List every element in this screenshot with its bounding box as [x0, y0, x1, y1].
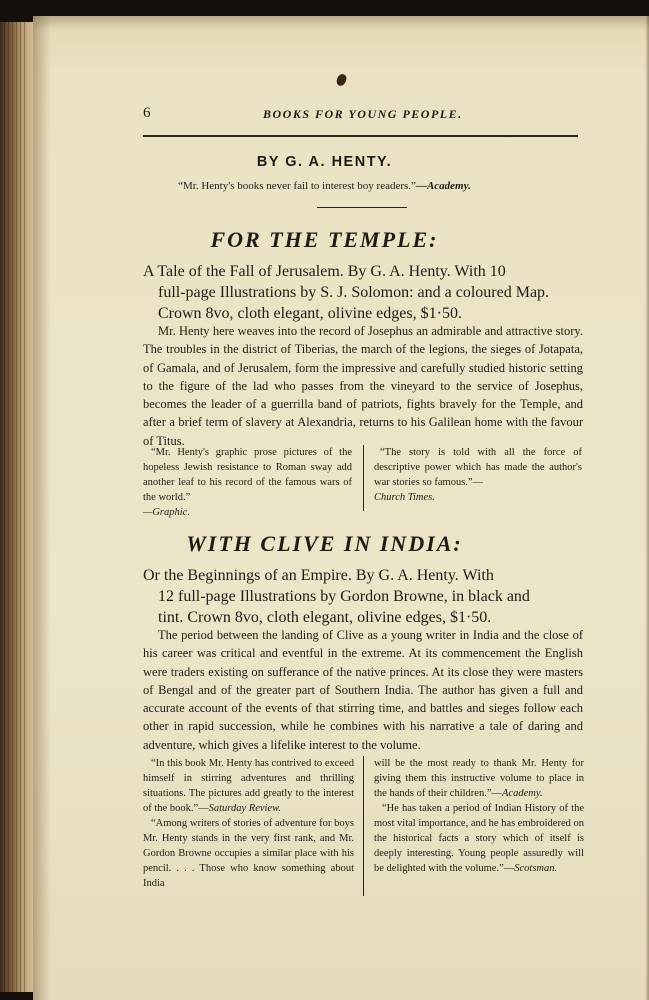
- header-rule: [143, 135, 578, 137]
- review-text: “In this book Mr. Henty has contrived to exceed himself in stirring adventures and thrilling situations. The pictures add greatly to the interest of the book.”—: [143, 758, 354, 814]
- book-synopsis: The period between the landing of Clive as a young writer in India and the close of his career was critical and eventful in the extreme. At its commencement the English were traders existing on sufferance of the native princes. At its close they were masters of Bengal and of the greater part of Southern India. The author has given a full and accurate account of the events of that stirring time, and battles and sieges follow each other in rapid succession, while he combines with his narrative a tale of daring and adventure, which gives a lifelike interest to the volume.: [143, 628, 583, 752]
- book-title: FOR THE TEMPLE:: [210, 227, 439, 252]
- column-divider: [363, 756, 364, 896]
- book-title: WITH CLIVE IN INDIA:: [186, 531, 463, 556]
- review-paragraph: [374, 756, 584, 801]
- review-source: —Graphic.: [143, 507, 190, 518]
- review-paragraph: [374, 801, 584, 876]
- desc-line: full-page Illustrations by S. J. Solomon: and a coloured Map.: [158, 284, 550, 301]
- review-source: Academy.: [502, 788, 543, 799]
- author-quote: [0, 180, 649, 192]
- review-paragraph: “Among writers of stories of adventure for boys Mr. Henty stands in the very first rank, and Mr. Gordon Browne occupies a similar place with his pencil. . . . Those who know something about India: [143, 818, 354, 889]
- review-source: Saturday Review.: [208, 803, 281, 814]
- section-divider: [317, 207, 407, 208]
- review-source: Church Times.: [374, 492, 435, 503]
- review-text: will be the most ready to thank Mr. Henty for giving them this instructive volume to place in the hands of their children.”—: [374, 758, 584, 799]
- running-title: BOOKS FOR YOUNG PEOPLE.: [263, 107, 463, 121]
- review-source: Scotsman.: [514, 863, 558, 874]
- author-byline: BY G. A. HENTY.: [256, 154, 393, 170]
- page-number: 6: [143, 105, 151, 121]
- review-left: [143, 445, 352, 520]
- review-text: “He has taken a period of Indian History of the most vital importance, and he has embroidered on the historical facts a story which of itself is deeply interesting. Young people assuredly will be delighted with the volume.”—: [374, 803, 584, 874]
- author-quote-source: —Academy.: [415, 180, 471, 192]
- review-left: [143, 756, 354, 891]
- desc-line: A Tale of the Fall of Jerusalem. By G. A. Henty. With 10: [143, 263, 506, 280]
- desc-line: Crown 8vo, cloth elegant, olivine edges, $1·50.: [158, 305, 462, 322]
- column-divider: [363, 445, 364, 511]
- book-description: [143, 261, 583, 324]
- desc-line: tint. Crown 8vo, cloth elegant, olivine edges, $1·50.: [158, 609, 492, 626]
- review-right: [374, 756, 584, 876]
- desc-line: 12 full-page Illustrations by Gordon Browne, in black and: [158, 588, 530, 605]
- review-right: [374, 445, 582, 505]
- review-paragraph: [143, 756, 354, 816]
- desc-line: Or the Beginnings of an Empire. By G. A. Henty. With: [143, 567, 494, 584]
- author-quote-text: “Mr. Henty's books never fail to interest boy readers.”: [178, 180, 416, 192]
- book-description: [143, 565, 583, 628]
- review-text: “The story is told with all the force of descriptive power which has made the author's war stories so famous.”—: [374, 447, 582, 488]
- book-synopsis: Mr. Henty here weaves into the record of Josephus an admirable and attractive story. The troubles in the district of Tiberias, the march of the legions, the sieges of Jotapata, of Gamala, and of Jerusalem, form the impressive and carefully studied historic setting to the figure of the lad who passes from the vineyard to the service of Josephus, becomes the leader of a guerrilla band of patriots, fights bravely for the Temple, and after a brief term of slavery at Alexandria, returns to his Galilean home with the favour of Titus.: [143, 324, 583, 448]
- review-text: “Mr. Henty's graphic prose pictures of the hopeless Jewish resistance to Roman sway add another leaf to his record of the famous wars of the world.”: [143, 447, 352, 503]
